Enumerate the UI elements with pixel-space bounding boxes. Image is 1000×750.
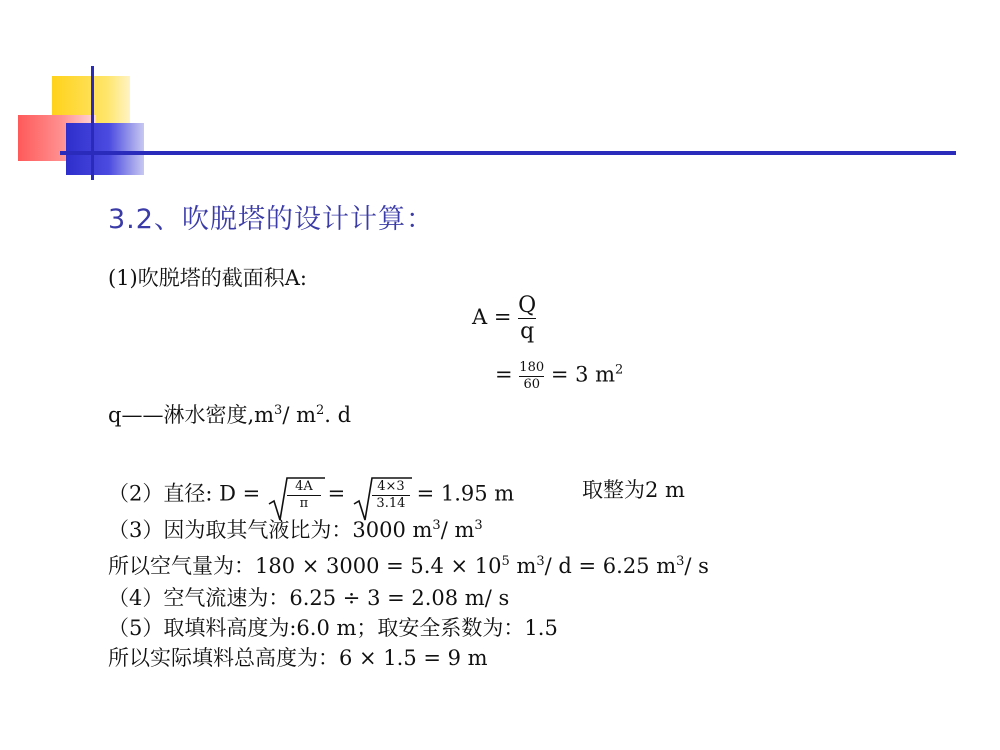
air-volume-text: 所以空气量为：180 × 3000 = 5.4 × 10 [108, 554, 502, 578]
q-definition-end: . d [324, 403, 352, 427]
exponent: 2 [615, 362, 624, 378]
fraction-180-over-60 [519, 361, 544, 391]
section2-rounding: 取整为2 m [582, 478, 685, 502]
exponent: 3 [676, 554, 685, 569]
exponent: 3 [536, 554, 545, 569]
section2-result: = 1.95 m [416, 481, 515, 506]
logo-blue-square [66, 123, 144, 175]
air-volume-line [108, 556, 709, 577]
equation-area-result [495, 361, 623, 391]
q-definition-mid: / m [282, 403, 316, 427]
section5-packing-height: （5）取填料高度为:6.0 m；取安全系数为：1.5 [108, 616, 558, 640]
air-volume-end: / s [684, 554, 709, 578]
sqrt-symbol-icon [352, 476, 412, 522]
eq1-lhs: A = [472, 305, 512, 330]
fraction-numerator: 4×3 [377, 479, 405, 494]
section2-label: （2）直径: D = [108, 481, 261, 506]
slide-title: 3.2、吹脱塔的设计计算： [108, 204, 434, 235]
exponent: 3 [474, 518, 483, 533]
q-definition [108, 405, 351, 426]
fraction-numerator: 4A [295, 479, 313, 494]
air-volume-mid: m [509, 554, 537, 578]
section2-equals: = [327, 481, 346, 506]
fraction-denominator: 60 [523, 376, 540, 392]
sqrt-12-over-3.14 [352, 480, 410, 510]
section3-text: （3）因为取其气液比为：3000 m [108, 518, 433, 542]
fraction-denominator: q [520, 319, 535, 345]
section4-air-velocity: （4）空气流速为：6.25 ÷ 3 = 2.08 m/ s [108, 586, 510, 610]
q-definition-text: q——淋水密度,m [108, 403, 275, 427]
eq2-result: = 3 m [550, 362, 616, 387]
exponent: 3 [432, 518, 441, 533]
air-volume-mid2: / d = 6.25 m [544, 554, 677, 578]
fraction-denominator: 3.14 [376, 495, 406, 511]
section1-label: (1)吹脱塔的截面积A: [108, 266, 307, 290]
fraction-Q-over-q [518, 294, 536, 343]
exponent: 3 [274, 403, 283, 418]
equation-area [472, 294, 536, 343]
sqrt-4A-over-pi [267, 480, 321, 510]
total-packing-height: 所以实际填料总高度为：6 × 1.5 = 9 m [108, 646, 488, 670]
exponent: 5 [501, 554, 510, 569]
sqrt-symbol-icon [267, 476, 325, 522]
section3-mid: / m [440, 518, 475, 542]
fraction-denominator: π [299, 495, 309, 511]
header-divider-line [60, 151, 956, 155]
logo-vertical-line [91, 66, 94, 180]
exponent: 2 [315, 403, 325, 418]
section3-gas-liquid-ratio [108, 520, 483, 541]
section2-diameter [108, 480, 514, 510]
eq2-equals: = [495, 362, 513, 387]
fraction-numerator: Q [518, 293, 537, 318]
fraction-numerator: 180 [519, 360, 545, 375]
